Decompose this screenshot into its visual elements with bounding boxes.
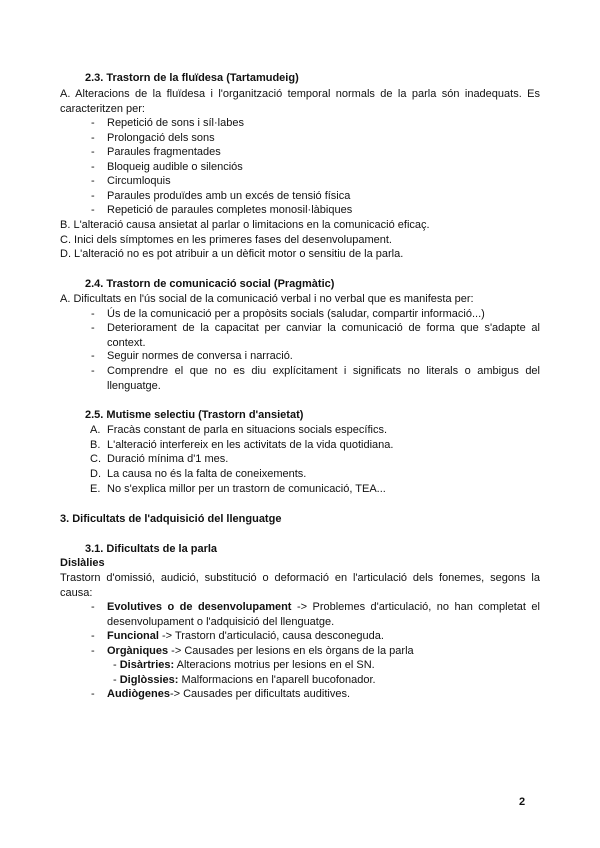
item-text: -> Trastorn d'articulació, causa desconeguda. — [158, 630, 384, 642]
item-bold: Orgàniques — [107, 645, 169, 657]
dash: - — [91, 132, 95, 144]
list-item — [107, 629, 540, 644]
item-letter: B. — [90, 439, 101, 451]
item-text: -> Causades per lesions en els òrgans de la parla — [168, 645, 414, 657]
item-bold: Audiògenes — [107, 688, 170, 700]
list-item: Circumloquis — [107, 175, 171, 187]
dash: - — [91, 204, 95, 216]
dash: - — [91, 322, 95, 334]
item-letter: C. — [90, 453, 101, 465]
heading-2-3: 2.3. Trastorn de la fluïdesa (Tartamudeig) — [85, 72, 299, 84]
item-bold: Diglòssies: — [119, 674, 179, 686]
list-item: Paraules fragmentades — [107, 146, 221, 158]
dash: - — [91, 175, 95, 187]
item-letter: D. — [90, 468, 101, 480]
list-item: Comprendre el que no es diu explícitament i significats no literals o ambigus del llenguatge. — [107, 365, 540, 392]
list-item: Deteriorament de la capacitat per canviar la comunicació de forma que s'adapte al context. — [107, 322, 540, 349]
list-item: Repetició de sons i síl·labes — [107, 117, 244, 129]
list-item: Repetició de paraules completes monosil·làbiques — [107, 204, 353, 216]
item-letter: E. — [90, 483, 101, 495]
list-item: No s'explica millor per un trastorn de comunicació, TEA... — [107, 483, 386, 495]
item-bold: Evolutives o de desenvolupament — [107, 601, 292, 613]
list-item: Bloqueig audible o silenciós — [107, 161, 243, 173]
dash: - — [91, 117, 95, 129]
list-item — [107, 600, 540, 629]
heading-2-5: 2.5. Mutisme selectiu (Trastorn d'ansietat) — [85, 409, 304, 421]
list-item: Ús de la comunicació per a propòsits socials (saludar, compartir informació...) — [107, 308, 485, 320]
sub-list-item: - Disàrtries: Alteracions motrius per lesions en el SN. — [113, 659, 375, 671]
item-text: Malformacions en l'aparell bucofonador. — [178, 674, 376, 686]
dash: - — [91, 161, 95, 173]
paragraph-b: B. L'alteració causa ansietat al parlar o limitacions en la comunicació eficaç. — [60, 219, 430, 231]
sub-list-item: - Diglòssies: Malformacions en l'aparell bucofonador. — [113, 674, 376, 686]
paragraph-a: A. Dificultats en l'ús social de la comunicació verbal i no verbal que es manifesta per: — [60, 293, 474, 305]
list-item: Fracàs constant de parla en situacions socials específics. — [107, 424, 388, 436]
dash: - — [91, 146, 95, 158]
item-text: -> Causades per dificultats auditives. — [169, 688, 351, 700]
paragraph-c: C. Inici dels símptomes en les primeres fases del desenvolupament. — [60, 234, 392, 246]
paragraph-intro: Trastorn d'omissió, audició, substitució o deformació en l'articulació dels fonemes, segons la causa: — [60, 572, 540, 599]
term-dislalies: Dislàlies — [60, 557, 105, 569]
dash: - — [91, 601, 95, 613]
paragraph-d: D. L'alteració no es pot atribuir a un dèficit motor o sensitiu de la parla. — [60, 248, 404, 260]
dash: - — [91, 190, 95, 202]
list-item: Duració mínima d'1 mes. — [107, 453, 229, 465]
item-bold: Disàrtries: — [119, 659, 175, 671]
heading-2-4: 2.4. Trastorn de comunicació social (Pragmàtic) — [85, 278, 335, 290]
heading-3: 3. Dificultats de l'adquisició del llenguatge — [60, 513, 282, 525]
list-item: Seguir normes de conversa i narració. — [107, 350, 293, 362]
item-letter: A. — [90, 424, 101, 436]
dash: - — [91, 365, 95, 377]
list-item: Paraules produïdes amb un excés de tensió física — [107, 190, 351, 202]
dash: - — [91, 350, 95, 362]
heading-3-1: 3.1. Dificultats de la parla — [85, 543, 218, 555]
list-item — [107, 687, 540, 702]
paragraph-a: A. Alteracions de la fluïdesa i l'organització temporal normals de la parla són inadequats. Es caracteritzen per: — [60, 88, 540, 115]
item-bold: Funcional — [107, 630, 159, 642]
list-item: Prolongació dels sons — [107, 132, 215, 144]
list-item: La causa no és la falta de coneixements. — [107, 468, 307, 480]
item-text: -> Problemes d'articulació, no han completat el desenvolupament o l'adquisició del llenguatge. — [107, 601, 540, 628]
dash: - — [91, 688, 95, 700]
page-number: 2 — [519, 796, 526, 808]
list-item: L'alteració interfereix en les activitats de la vida quotidiana. — [107, 439, 394, 451]
list-item — [107, 644, 540, 659]
item-text: Alteracions motrius per lesions en el SN. — [174, 659, 375, 671]
dash: - — [91, 645, 95, 657]
dash: - — [91, 308, 95, 320]
dash: - — [91, 630, 95, 642]
